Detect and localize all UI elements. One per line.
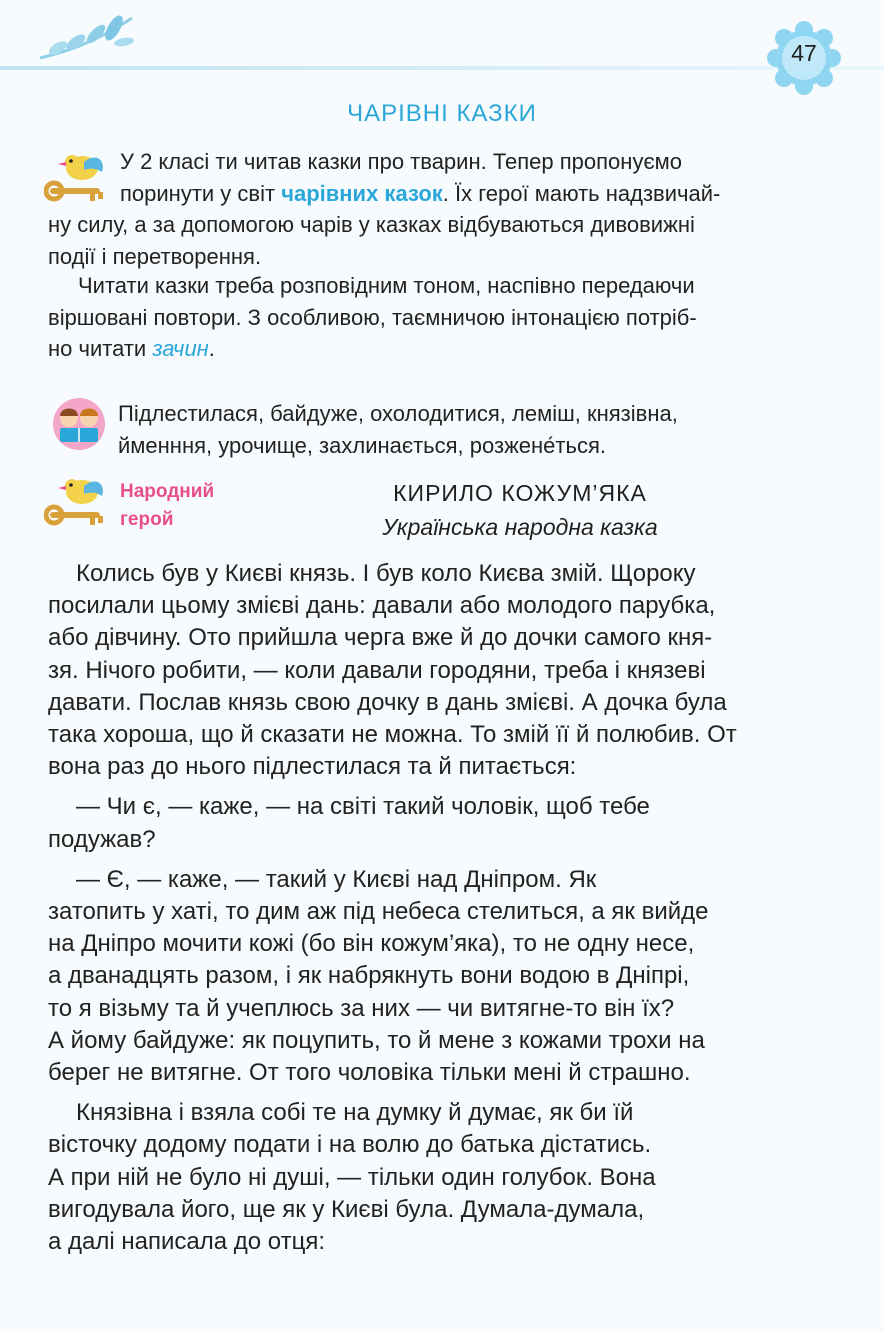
- story-line: А йому байдуже: як поцупить, то й мене з кожами трохи на: [48, 1026, 705, 1054]
- leaf-ornament-icon: [36, 12, 136, 66]
- story-line: давати. Послав князь свою дочку в дань змієві. А дочка була: [48, 688, 727, 716]
- story-line: А при ній не було ні душі, — тільки один голубок. Вона: [48, 1163, 656, 1191]
- story-line: то я візьму та й учеплюсь за них — чи витягне-то він їх?: [48, 994, 675, 1022]
- story-line: берег не витягне. От того чоловіка тільки мені й страшно.: [48, 1059, 691, 1087]
- vocabulary-block: [118, 398, 828, 461]
- story-line: затопить у хаті, то дим аж під небеса стелиться, а як вийде: [48, 898, 709, 926]
- story-line: — Є, — каже, — такий у Києві над Дніпром. Як: [76, 865, 597, 893]
- story-line: а дванадцять разом, і як набрякнуть вони водою в Дніпрі,: [48, 962, 690, 990]
- header-bar: [0, 66, 884, 70]
- tip-line: .: [208, 336, 215, 362]
- story-line: або дівчину. Ото прийшла черга вже й до дочки самого кня-: [48, 624, 713, 652]
- story-line: вигодувала його, ще як у Києві була. Думала-думала,: [48, 1195, 645, 1223]
- section-label: [120, 478, 214, 534]
- tip-line: віршовані повтори. З особливою, таємничою інтонацією потріб-: [48, 304, 697, 330]
- story-line: а далі написала до отця:: [48, 1228, 325, 1256]
- story-line: Князівна і взяла собі те на думку й думає, як би їй: [76, 1099, 634, 1127]
- story-subtitle: Українська народна казка: [382, 514, 658, 540]
- story-title: КИРИЛО КОЖУМ’ЯКА: [393, 480, 647, 506]
- story-line: зя. Нічого робити, — коли давали городяни, треба і князеві: [48, 656, 706, 684]
- story-line: Колись був у Києві князь. І був коло Києва змій. Щороку: [76, 560, 696, 587]
- intro-line: ну силу, а за допомогою чарів у казках відбуваються дивовижні: [48, 212, 695, 238]
- story-line: на Дніпро мочити кожі (бо він кожум’яка), то не одну несе,: [48, 930, 695, 958]
- intro-paragraph: [48, 146, 826, 272]
- bird-key-icon: [44, 474, 118, 532]
- intro-line: події і перетворення.: [48, 243, 262, 269]
- story-line: посилали цьому змієві дань: давали або молодого парубка,: [48, 592, 716, 620]
- page-title: ЧАРІВНІ КАЗКИ: [347, 100, 537, 127]
- intro-line: У 2 класі ти читав казки про тварин. Тепер пропонуємо: [120, 149, 683, 174]
- story-line: подужав?: [48, 825, 156, 853]
- vocabulary-line: Підлестилася, байдуже, охолодитися, леміш, князівна,: [118, 401, 678, 426]
- section-label-line: Народний: [120, 481, 215, 502]
- story-line: — Чи є, — каже, — на світі такий чоловік, щоб тебе: [76, 793, 650, 821]
- story-line: така хороша, що й сказати не можна. То змій її й полюбив. От: [48, 721, 737, 749]
- magic-tales-term: чарівних казок: [281, 180, 443, 206]
- vocabulary-line: йменння, урочище, захлинається, розжене́ться.: [118, 432, 606, 458]
- section-label-line: герой: [120, 509, 174, 530]
- opening-term: зачин: [152, 336, 209, 362]
- page-number: 47: [791, 40, 817, 66]
- kids-reading-icon: [50, 398, 108, 450]
- tip-line: Читати казки треба розповідним тоном, наспівно передаючи: [78, 273, 695, 298]
- story-line: вісточку додому подати і на волю до батька дістатись.: [48, 1131, 652, 1159]
- story-line: вона раз до нього підлестилася та й питається:: [48, 753, 577, 781]
- tip-line: но читати: [48, 336, 153, 362]
- reading-tip-paragraph: [48, 270, 826, 365]
- intro-line: поринути у світ: [120, 180, 282, 206]
- story-text: [48, 558, 826, 1258]
- intro-line: . Їх герої мають надзвичай-: [442, 180, 721, 206]
